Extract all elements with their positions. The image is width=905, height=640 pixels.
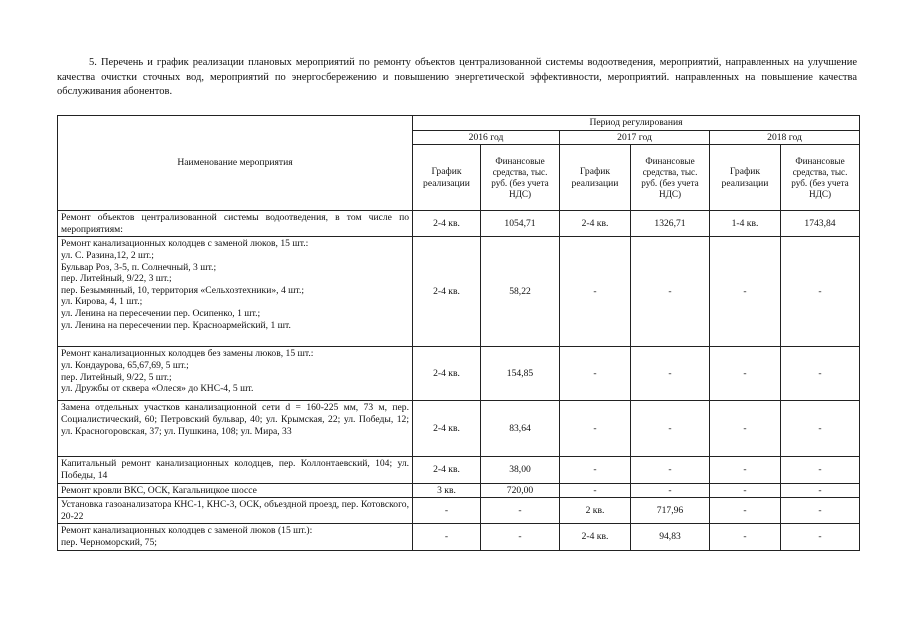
table-row	[58, 211, 860, 237]
finance-cell: -	[631, 483, 710, 498]
schedule-cell: -	[560, 347, 631, 401]
schedule-cell: -	[560, 457, 631, 483]
schedule-cell: -	[560, 401, 631, 457]
finance-cell: -	[781, 483, 860, 498]
finance-cell: -	[631, 347, 710, 401]
header-finance-2016: Финансовые средства, тыс. руб. (без учета НДС)	[481, 145, 560, 211]
schedule-cell: -	[710, 457, 781, 483]
schedule-cell: 1-4 кв.	[710, 211, 781, 237]
finance-cell: 720,00	[481, 483, 560, 498]
finance-cell: -	[781, 237, 860, 347]
measure-name: Ремонт канализационных колодцев без замены люков, 15 шт.: ул. Кондаурова, 65,67,69, 5 шт.; пер. Литейный, 9/22, 5 шт.; ул. Дружбы от сквера «Олеся» до КНС-4, 5 шт.	[58, 347, 413, 401]
schedule-cell: 2-4 кв.	[413, 401, 481, 457]
finance-cell: 83,64	[481, 401, 560, 457]
finance-cell: -	[631, 401, 710, 457]
finance-cell: -	[781, 498, 860, 524]
measure-name: Ремонт канализационных колодцев с заменой люков (15 шт.): пер. Черноморский, 75;	[58, 524, 413, 550]
finance-cell: -	[781, 401, 860, 457]
finance-cell: 154,85	[481, 347, 560, 401]
schedule-cell: 3 кв.	[413, 483, 481, 498]
schedule-cell: -	[710, 237, 781, 347]
finance-cell: -	[481, 498, 560, 524]
header-year-2016: 2016 год	[413, 130, 560, 145]
header-schedule-2017: График реализации	[560, 145, 631, 211]
table-body	[58, 211, 860, 550]
finance-cell: 1054,71	[481, 211, 560, 237]
finance-cell: 1326,71	[631, 211, 710, 237]
measures-table	[57, 115, 860, 551]
table-row	[58, 457, 860, 483]
schedule-cell: 2 кв.	[560, 498, 631, 524]
schedule-cell: 2-4 кв.	[413, 457, 481, 483]
table-row	[58, 401, 860, 457]
header-period: Период регулирования	[413, 116, 860, 131]
header-schedule-2016: График реализации	[413, 145, 481, 211]
schedule-cell: -	[710, 498, 781, 524]
schedule-cell: -	[710, 524, 781, 550]
finance-cell: 38,00	[481, 457, 560, 483]
intro-text: 5. Перечень и график реализации плановых мероприятий по ремонту объектов централизованной системы водоотведения, мероприятий, направленных на улучшение качества очистки сточных вод, мероприятий по энергосбережению и повышению энергетической эффективности, мероприятий. направленных на повышение качества обслуживания абонентов.	[57, 57, 857, 97]
schedule-cell: -	[710, 483, 781, 498]
measure-name: Капитальный ремонт канализационных колодцев, пер. Коллонтаевский, 104; ул. Победы, 14	[58, 457, 413, 483]
schedule-cell: -	[413, 498, 481, 524]
schedule-cell: 2-4 кв.	[413, 347, 481, 401]
finance-cell: -	[781, 347, 860, 401]
finance-cell: -	[781, 524, 860, 550]
table-row	[58, 347, 860, 401]
finance-cell: 1743,84	[781, 211, 860, 237]
schedule-cell: -	[710, 401, 781, 457]
finance-cell: -	[631, 457, 710, 483]
header-year-2017: 2017 год	[560, 130, 710, 145]
schedule-cell: 2-4 кв.	[413, 237, 481, 347]
measure-name: Установка газоанализатора КНС-1, КНС-3, ОСК, объездной проезд, пер. Котовского, 20-22	[58, 498, 413, 524]
measure-name: Ремонт канализационных колодцев с заменой люков, 15 шт.: ул. С. Разина,12, 2 шт.; Бульвар Роз, 3-5, п. Солнечный, 3 шт.; пер. Литейный, 9/22, 3 шт.; пер. Безымянный, 10, территория «Сельхозтехники», 4 шт.; ул. Кирова, 4, 1 шт.; ул. Ленина на пересечении пер. Осипенко, 1 шт.; ул. Ленина на пересечении пер. Красноармейский, 1 шт.	[58, 237, 413, 347]
table-row	[58, 498, 860, 524]
measure-name: Ремонт кровли ВКС, ОСК, Кагальницкое шоссе	[58, 483, 413, 498]
finance-cell: -	[631, 237, 710, 347]
header-finance-2018: Финансовые средства, тыс. руб. (без учета НДС)	[781, 145, 860, 211]
finance-cell: 717,96	[631, 498, 710, 524]
measure-name: Ремонт объектов централизованной системы водоотведения, в том числе по мероприятиям:	[58, 211, 413, 237]
finance-cell: 94,83	[631, 524, 710, 550]
intro-paragraph	[57, 56, 857, 100]
finance-cell: -	[481, 524, 560, 550]
header-finance-2017: Финансовые средства, тыс. руб. (без учета НДС)	[631, 145, 710, 211]
schedule-cell: 2-4 кв.	[560, 524, 631, 550]
finance-cell: 58,22	[481, 237, 560, 347]
header-year-2018: 2018 год	[710, 130, 860, 145]
table-row	[58, 237, 860, 347]
schedule-cell: -	[560, 237, 631, 347]
schedule-cell: 2-4 кв.	[560, 211, 631, 237]
header-name: Наименование мероприятия	[58, 116, 413, 211]
table-row	[58, 524, 860, 550]
table-row	[58, 483, 860, 498]
schedule-cell: 2-4 кв.	[413, 211, 481, 237]
measure-name: Замена отдельных участков канализационной сети d = 160-225 мм, 73 м, пер. Социалистический, 60; Петровский бульвар, 40; ул. Крымская, 22; ул. Победы, 12; ул. Красногоровская, 37; ул. Пушкина, 108; ул. Мира, 33	[58, 401, 413, 457]
schedule-cell: -	[560, 483, 631, 498]
schedule-cell: -	[413, 524, 481, 550]
header-schedule-2018: График реализации	[710, 145, 781, 211]
finance-cell: -	[781, 457, 860, 483]
schedule-cell: -	[710, 347, 781, 401]
